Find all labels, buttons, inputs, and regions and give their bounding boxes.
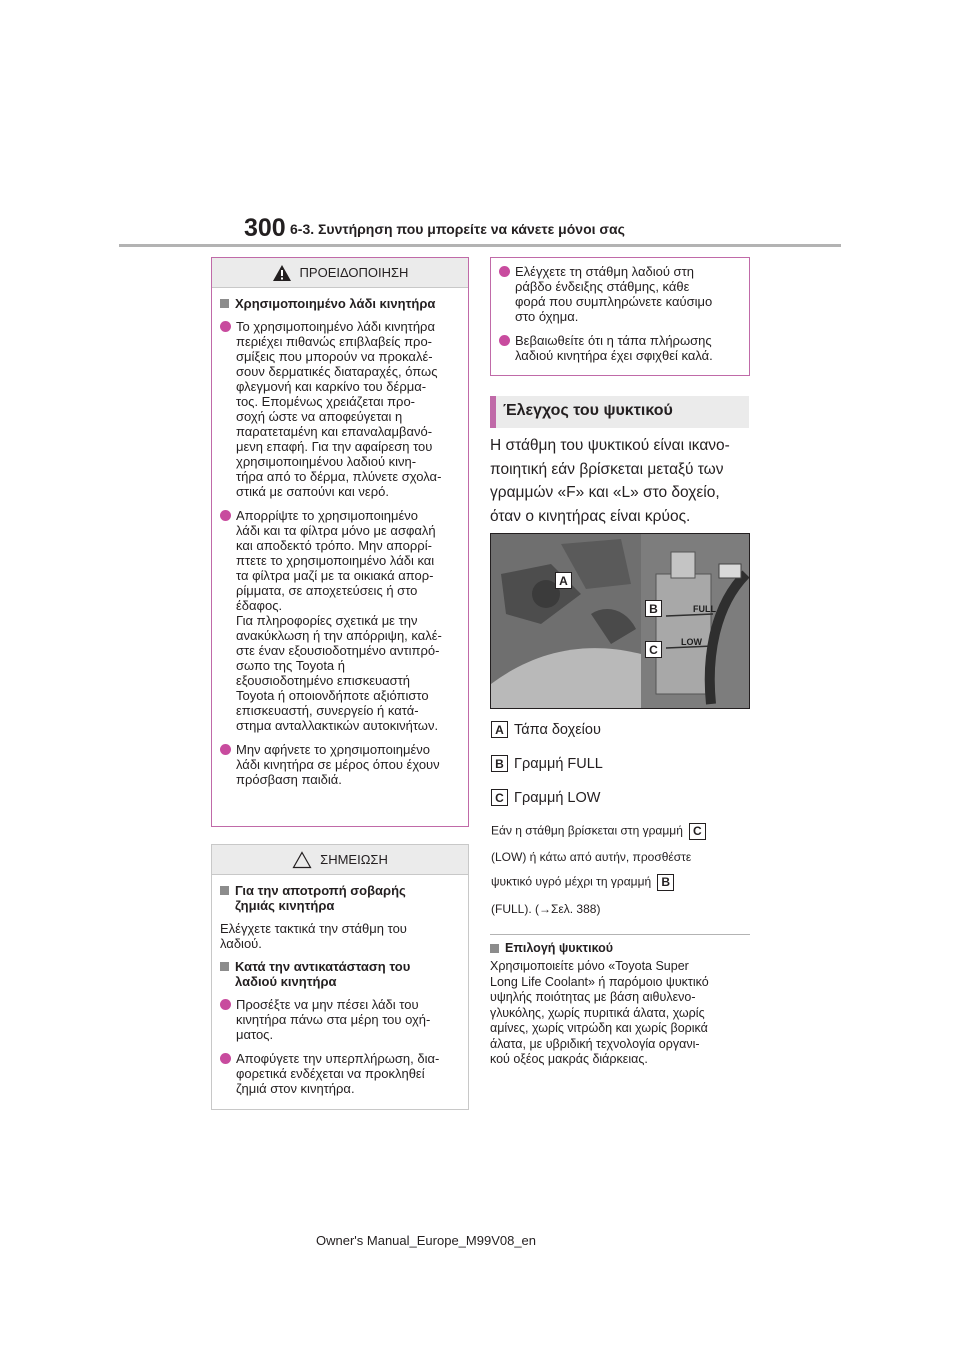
warning-bullet: Το χρησιμοποιημένο λάδι κινητήρα περιέχει πιθανώς επιβλαβείς προ- σμίξεις που μπορούν να προκαλέ- σουν δερματικές διαταραχές, όπως φλεγμονή και καρκίνο του δέρμα- τος. Επομένως χρειάζεται προ- σοχή ώστε να αποφεύγεται η παρατεταμένη και επαναλαμβανό- μενη επαφή. Για την αφαίρεση του χρησιμοποιημένου λαδιού κινη- τήρα από το δέρμα, πλύνετε σχολα- στικά με σαπούνι και νερό. (220, 319, 462, 499)
warning-box (211, 257, 469, 827)
legend-item-c: C Γραμμή LOW (491, 789, 600, 806)
note-heading: Για την αποτροπή σοβαρής ζημιάς κινητήρα (220, 883, 462, 913)
legend-badge: A (491, 721, 508, 738)
coolant-selection-heading: Επιλογή ψυκτικού (490, 941, 752, 956)
section-accent-bar (490, 396, 496, 428)
square-bullet-icon (490, 944, 499, 953)
footer-text: Owner's Manual_Europe_M99V08_en (316, 1233, 537, 1248)
inline-badge-c: C (689, 823, 706, 840)
round-bullet-icon (220, 321, 231, 332)
legend-badge: B (491, 755, 508, 772)
coolant-note-line: Εάν η στάθμη βρίσκεται στη γραμμή C (491, 823, 753, 840)
square-bullet-icon (220, 962, 229, 971)
coolant-selection-text: Χρησιμοποιείτε μόνο «Toyota Super Long Life Coolant» ή παρόμοιο ψυκτικό υψηλής ποιότητας με βάση αιθυλενο- γλυκόλης, χωρίς πυριτικά άλατα, χωρίς αμίνες, χωρίς νιτρώδη και χωρίς βορικά άλατα, με υβριδική τεχνολογία οργανι- κού οξέος μακράς διάρκειας. (490, 959, 709, 1066)
low-line-mark: LOW (681, 637, 702, 647)
warning-box-continued (490, 257, 750, 376)
coolant-note-line: (FULL). (→Σελ. 388) (491, 902, 601, 916)
separator-line (490, 934, 750, 935)
coolant-note-line: (LOW) ή κάτω από αυτήν, προσθέστε (491, 850, 692, 864)
note-triangle-icon (292, 851, 312, 869)
legend-item-a: A Τάπα δοχείου (491, 721, 601, 738)
warning-bullet: Μην αφήνετε το χρησιμοποιημένο λάδι κινητήρα σε μέρος όπου έχουν πρόσβαση παιδιά. (220, 742, 462, 787)
round-bullet-icon (220, 510, 231, 521)
round-bullet-icon (499, 266, 510, 277)
round-bullet-icon (220, 1053, 231, 1064)
note-bullet: Προσέξτε να μην πέσει λάδι του κινητήρα πάνω στα μέρη του οχή- ματος. (220, 997, 462, 1042)
note-box-title: ΣΗΜΕΙΩΣΗ (320, 852, 388, 867)
page-number: 300 (244, 214, 286, 242)
full-line-mark: FULL (693, 604, 716, 614)
section-title: 6-3. Συντήρηση που μπορείτε να κάνετε μόνοι σας (290, 221, 625, 237)
photo-label-b: B (645, 600, 662, 617)
photo-label-a: A (555, 572, 572, 589)
note-bullet: Αποφύγετε την υπερπλήρωση, δια- φορετικά ενδέχεται να προκληθεί ζημιά στον κινητήρα. (220, 1051, 462, 1096)
warning-box-header (212, 258, 468, 288)
legend-badge: C (491, 789, 508, 806)
coolant-lead-text: Η στάθμη του ψυκτικού είναι ικανο- ποιητική εάν βρίσκεται μεταξύ των γραμμών «F» και «L» στο δοχείο, όταν ο κινητήρας είναι κρύος. (490, 437, 730, 525)
inline-badge-b: B (657, 874, 674, 891)
round-bullet-icon (220, 744, 231, 755)
warning-bullet: Βεβαιωθείτε ότι η τάπα πλήρωσης λαδιού κινητήρα έχει σφιχθεί καλά. (499, 333, 743, 363)
warning-box-title: ΠΡΟΕΙΔΟΠΟΙΗΣΗ (299, 265, 409, 280)
square-bullet-icon (220, 886, 229, 895)
coolant-note-line: ψυκτικό υγρό μέχρι τη γραμμή B (491, 874, 753, 891)
engine-bay-illustration (491, 534, 750, 709)
coolant-selection (490, 941, 752, 1076)
note-box (211, 844, 469, 1110)
coolant-reservoir-photo (490, 533, 750, 709)
photo-label-c: C (645, 641, 662, 658)
warning-triangle-icon (272, 264, 292, 282)
note-heading: Κατά την αντικατάσταση του λαδιού κινητήρα (220, 959, 462, 989)
legend-item-b: B Γραμμή FULL (491, 755, 603, 772)
section-heading-band (490, 396, 749, 428)
note-box-header (212, 845, 468, 875)
warning-bullet: Ελέγχετε τη στάθμη λαδιού στη ράβδο ένδειξης στάθμης, κάθε φορά που συμπληρώνετε καύσιμο στο όχημα. (499, 264, 743, 324)
header-rule (119, 244, 841, 247)
note-text: Ελέγχετε τακτικά την στάθμη του λαδιού. (220, 921, 407, 951)
section-heading: Έλεγχος του ψυκτικού (503, 402, 673, 419)
square-bullet-icon (220, 299, 229, 308)
warning-bullet: Απορρίψτε το χρησιμοποιημένο λάδι και τα φίλτρα μόνο με ασφαλή και αποδεκτό τρόπο. Μην απορρί- πτετε το χρησιμοποιημένο λάδι και τα φίλτρα μαζί με τα οικιακά απορ- ρίμματα, σε αποχετεύσεις ή στο έδαφος. Για πληροφορίες σχετικά με την ανακύκλωση ή την απόρριψη, καλέ- στε έναν εξουσιοδοτημένο αντιπρό- σωπο της Toyota ή εξουσιοδοτημένο επισκευαστή Toyota ή οποιονδήποτε αξιόπιστο επισκευαστή, συνεργείο ή κατά- στημα ανταλλακτικών αυτοκινήτων. (220, 508, 462, 733)
round-bullet-icon (220, 999, 231, 1010)
round-bullet-icon (499, 335, 510, 346)
warning-heading: Χρησιμοποιημένο λάδι κινητήρα (220, 296, 462, 311)
